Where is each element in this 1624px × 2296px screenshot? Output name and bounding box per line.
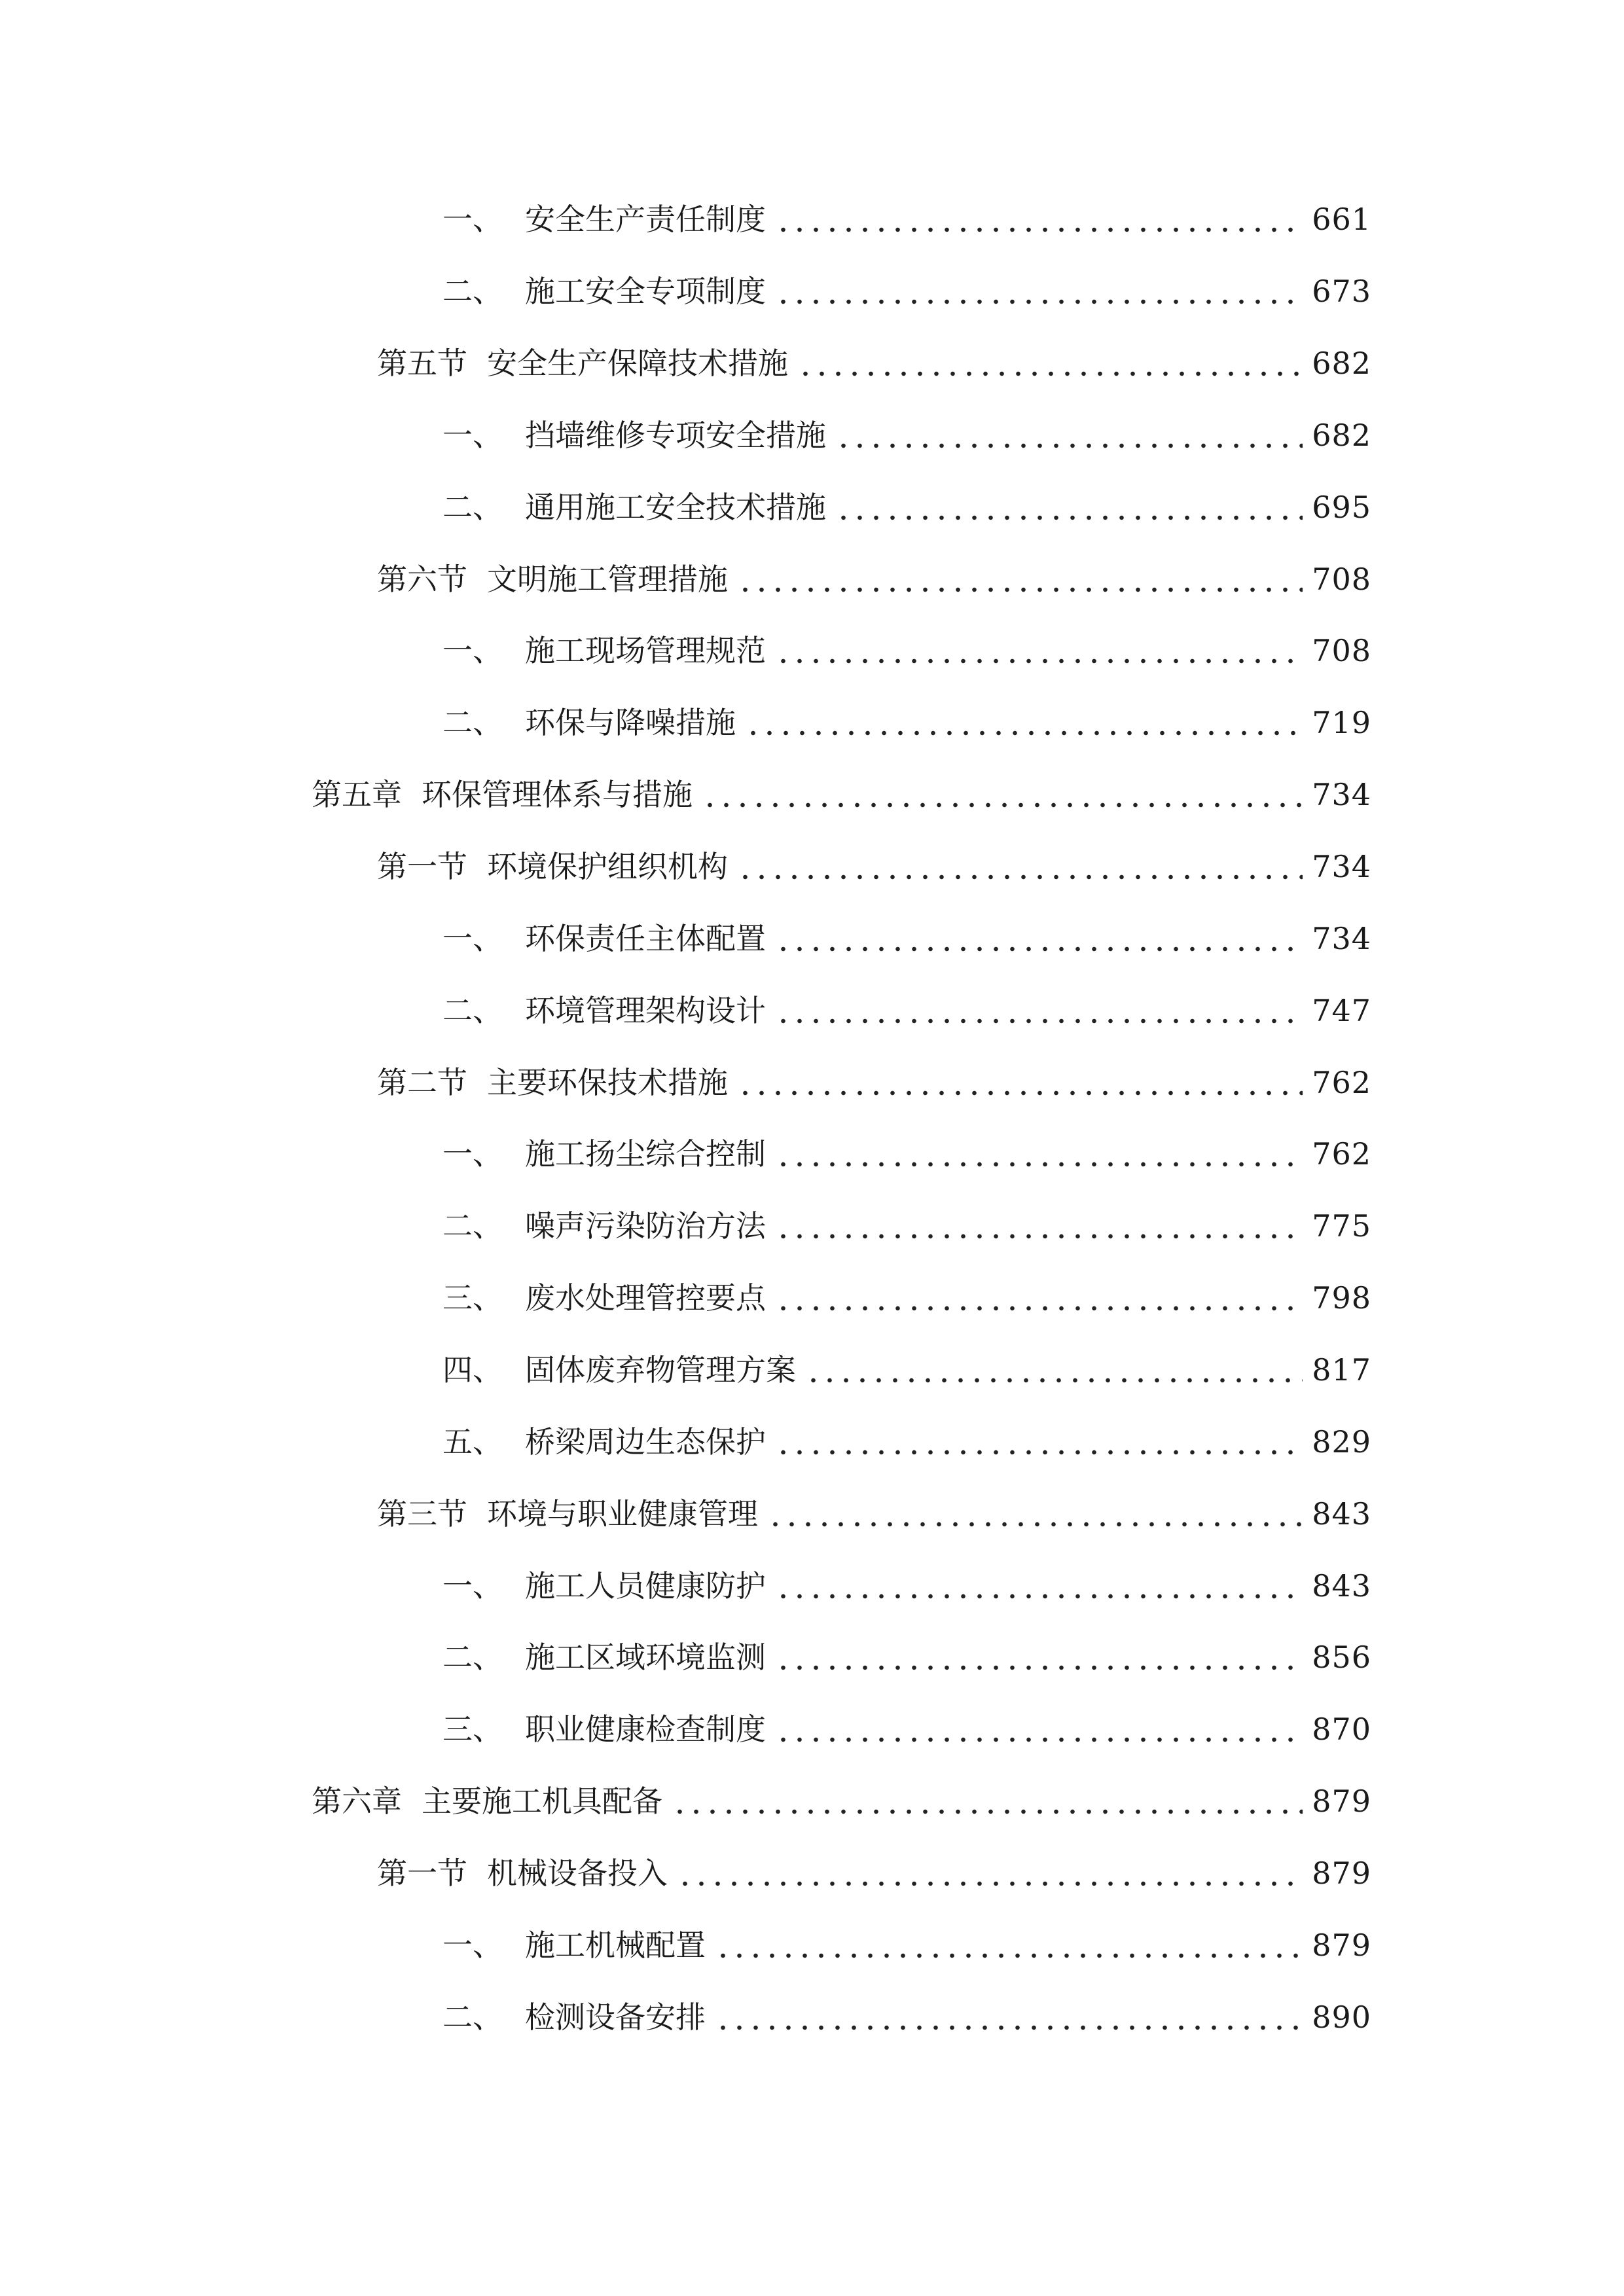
toc-entry[interactable] bbox=[442, 1631, 1371, 1683]
toc-entry-page: 661 bbox=[1312, 202, 1371, 237]
toc-entry-title: 施工人员健康防护 bbox=[525, 1568, 766, 1604]
toc-entry[interactable] bbox=[442, 193, 1371, 245]
dot-leader bbox=[805, 1355, 1303, 1385]
toc-entry-number: 第一节 bbox=[377, 849, 467, 884]
toc-entry-page: 682 bbox=[1312, 418, 1371, 453]
toc-entry-page: 734 bbox=[1312, 921, 1371, 956]
toc-entry-number: 第六节 bbox=[377, 562, 467, 597]
dot-leader bbox=[775, 1571, 1303, 1601]
dot-leader bbox=[775, 1427, 1303, 1457]
toc-entry-page: 734 bbox=[1312, 777, 1371, 812]
toc-entry-title: 施工扬尘综合控制 bbox=[525, 1136, 766, 1172]
toc-entry-title: 检测设备安排 bbox=[525, 2000, 706, 2035]
toc-entry-number: 第三节 bbox=[377, 1496, 467, 1532]
toc-entry-number: 二、 bbox=[442, 1640, 503, 1675]
dot-leader bbox=[672, 1786, 1303, 1816]
dot-leader bbox=[737, 564, 1303, 594]
toc-entry[interactable] bbox=[442, 624, 1371, 677]
dot-leader bbox=[775, 1211, 1303, 1241]
toc-entry-title: 施工现场管理规范 bbox=[525, 633, 766, 668]
dot-leader bbox=[835, 492, 1303, 522]
dot-leader bbox=[767, 1499, 1303, 1529]
dot-leader bbox=[775, 996, 1303, 1026]
toc-entry-page: 843 bbox=[1312, 1496, 1371, 1532]
toc-entry[interactable] bbox=[442, 265, 1371, 317]
toc-entry[interactable] bbox=[377, 1488, 1371, 1540]
toc-entry-number: 二、 bbox=[442, 705, 503, 740]
toc-entry-page: 879 bbox=[1312, 1928, 1371, 1963]
toc-entry-number: 二、 bbox=[442, 2000, 503, 2035]
dot-leader bbox=[715, 1930, 1303, 1960]
toc-entry-title: 安全生产责任制度 bbox=[525, 202, 766, 237]
toc-entry[interactable] bbox=[442, 1272, 1371, 1324]
toc-entry-page: 775 bbox=[1312, 1208, 1371, 1244]
toc-entry-number: 二、 bbox=[442, 274, 503, 309]
toc-entry-page: 708 bbox=[1312, 562, 1371, 597]
toc-entry-page: 890 bbox=[1312, 2000, 1371, 2035]
dot-leader bbox=[775, 1283, 1303, 1313]
toc-entry-title: 主要环保技术措施 bbox=[487, 1065, 728, 1100]
toc-entry-page: 798 bbox=[1312, 1280, 1371, 1316]
toc-entry-page: 708 bbox=[1312, 633, 1371, 668]
dot-leader bbox=[745, 708, 1303, 738]
toc-entry-title: 安全生产保障技术措施 bbox=[487, 346, 788, 381]
toc-entry[interactable] bbox=[377, 840, 1371, 893]
toc-entry-page: 734 bbox=[1312, 849, 1371, 884]
toc-entry[interactable] bbox=[442, 1991, 1371, 2043]
toc-entry-number: 二、 bbox=[442, 993, 503, 1028]
toc-entry-title: 施工区域环境监测 bbox=[525, 1640, 766, 1675]
toc-entry-number: 一、 bbox=[442, 202, 503, 237]
toc-entry[interactable] bbox=[442, 696, 1371, 749]
dot-leader bbox=[715, 2002, 1303, 2032]
toc-entry-title: 文明施工管理措施 bbox=[487, 562, 728, 597]
dot-leader bbox=[702, 780, 1303, 810]
toc-entry-page: 843 bbox=[1312, 1568, 1371, 1604]
toc-entry-number: 第五章 bbox=[312, 777, 402, 812]
toc-entry-title: 施工安全专项制度 bbox=[525, 274, 766, 309]
toc-entry-title: 环境管理架构设计 bbox=[525, 993, 766, 1028]
toc-entry-title: 机械设备投入 bbox=[487, 1856, 668, 1891]
toc-entry-number: 第五节 bbox=[377, 346, 467, 381]
toc-entry-number: 一、 bbox=[442, 1568, 503, 1604]
toc-entry-number: 一、 bbox=[442, 418, 503, 453]
toc-entry-number: 第一节 bbox=[377, 1856, 467, 1891]
toc-entry[interactable] bbox=[442, 1416, 1371, 1468]
toc-entry-number: 五、 bbox=[442, 1424, 503, 1460]
dot-leader bbox=[775, 1139, 1303, 1169]
toc-entry-page: 719 bbox=[1312, 705, 1371, 740]
toc-entry-page: 879 bbox=[1312, 1784, 1371, 1819]
toc-entry-number: 一、 bbox=[442, 921, 503, 956]
toc-entry[interactable] bbox=[377, 1056, 1371, 1109]
toc-entry-page: 747 bbox=[1312, 993, 1371, 1028]
toc-entry-title: 环保与降噪措施 bbox=[525, 705, 736, 740]
dot-leader bbox=[775, 636, 1303, 666]
toc-entry-number: 三、 bbox=[442, 1712, 503, 1747]
toc-entry-title: 废水处理管控要点 bbox=[525, 1280, 766, 1316]
toc-entry[interactable] bbox=[442, 1200, 1371, 1252]
toc-entry-page: 695 bbox=[1312, 490, 1371, 525]
toc-entry-number: 二、 bbox=[442, 490, 503, 525]
toc-entry[interactable] bbox=[312, 768, 1371, 821]
dot-leader bbox=[797, 348, 1303, 378]
toc-entry-number: 一、 bbox=[442, 1928, 503, 1963]
dot-leader bbox=[775, 204, 1303, 234]
toc-entry-title: 职业健康检查制度 bbox=[525, 1712, 766, 1747]
toc-entry-page: 673 bbox=[1312, 274, 1371, 309]
toc-entry[interactable] bbox=[377, 337, 1371, 389]
toc-entry-title: 固体废弃物管理方案 bbox=[525, 1352, 796, 1388]
toc-entry-page: 762 bbox=[1312, 1136, 1371, 1172]
toc-entry[interactable] bbox=[377, 1847, 1371, 1899]
toc-entry[interactable] bbox=[312, 1775, 1371, 1827]
dot-leader bbox=[737, 852, 1303, 882]
toc-entry-page: 870 bbox=[1312, 1712, 1371, 1747]
toc-entry-title: 桥梁周边生态保护 bbox=[525, 1424, 766, 1460]
toc-entry-number: 第六章 bbox=[312, 1784, 402, 1819]
toc-entry[interactable] bbox=[442, 1560, 1371, 1612]
toc-entry[interactable] bbox=[442, 1703, 1371, 1755]
dot-leader bbox=[775, 924, 1303, 954]
toc-entry-title: 环保管理体系与措施 bbox=[422, 777, 693, 812]
toc-entry[interactable] bbox=[377, 553, 1371, 605]
dot-leader bbox=[835, 420, 1303, 450]
toc-entry-number: 三、 bbox=[442, 1280, 503, 1316]
toc-entry-title: 噪声污染防治方法 bbox=[525, 1208, 766, 1244]
toc-entry-title: 挡墙维修专项安全措施 bbox=[525, 418, 826, 453]
dot-leader bbox=[775, 276, 1303, 306]
toc-entry[interactable] bbox=[442, 1344, 1371, 1396]
toc-entry-page: 682 bbox=[1312, 346, 1371, 381]
dot-leader bbox=[775, 1714, 1303, 1744]
toc-entry[interactable] bbox=[442, 1128, 1371, 1180]
toc-entry-title: 环保责任主体配置 bbox=[525, 921, 766, 956]
toc-entry-number: 一、 bbox=[442, 1136, 503, 1172]
toc-entry-title: 施工机械配置 bbox=[525, 1928, 706, 1963]
toc-entry-title: 通用施工安全技术措施 bbox=[525, 490, 826, 525]
toc-entry-number: 二、 bbox=[442, 1208, 503, 1244]
toc-entry[interactable] bbox=[442, 1919, 1371, 1971]
toc-entry[interactable] bbox=[442, 481, 1371, 533]
toc-entry-number: 第二节 bbox=[377, 1065, 467, 1100]
toc-entry-number: 四、 bbox=[442, 1352, 503, 1388]
dot-leader bbox=[677, 1858, 1303, 1888]
toc-entry-title: 环境与职业健康管理 bbox=[487, 1496, 758, 1532]
toc-entry[interactable] bbox=[442, 409, 1371, 461]
toc-entry-title: 环境保护组织机构 bbox=[487, 849, 728, 884]
toc-entry-page: 762 bbox=[1312, 1065, 1371, 1100]
toc-entry-page: 856 bbox=[1312, 1640, 1371, 1675]
toc-entry-page: 879 bbox=[1312, 1856, 1371, 1891]
dot-leader bbox=[737, 1067, 1303, 1098]
toc-entry-page: 829 bbox=[1312, 1424, 1371, 1460]
dot-leader bbox=[775, 1642, 1303, 1672]
toc-entry-number: 一、 bbox=[442, 633, 503, 668]
toc-entry-title: 主要施工机具配备 bbox=[422, 1784, 662, 1819]
toc-entry[interactable] bbox=[442, 912, 1371, 965]
toc-entry[interactable] bbox=[442, 984, 1371, 1037]
toc-entry-page: 817 bbox=[1312, 1352, 1371, 1388]
